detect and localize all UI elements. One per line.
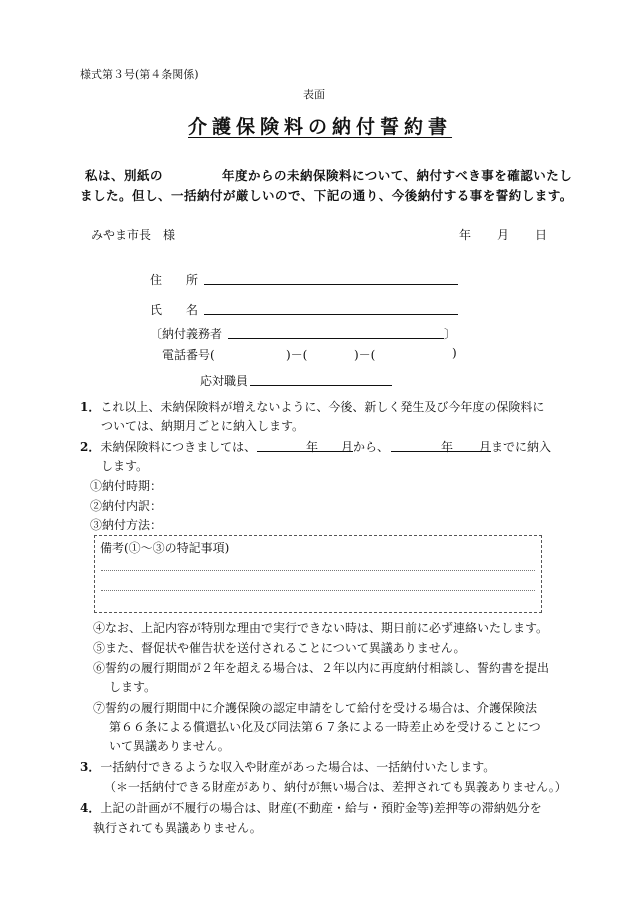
addressee: みやま市長 様: [91, 228, 176, 242]
remarks-box[interactable]: [94, 535, 542, 613]
item-2-from-field[interactable]: [257, 437, 353, 452]
intro-line1-suffix: 年度からの未納保険料について、納付すべき事を確認いたし: [222, 168, 573, 183]
phone-field-1[interactable]: [226, 345, 284, 359]
page-title: 介護保険料の納付誓約書: [188, 116, 453, 138]
item-2-year1: 年: [306, 440, 319, 454]
name-field[interactable]: [204, 300, 458, 315]
item-1-line1: これ以上、未納保険料が増えないように、今後、新しく発生及び今年度の保険料に: [100, 400, 545, 414]
side-label: 表面: [303, 88, 325, 101]
date-day: 日: [535, 228, 548, 242]
obligor-close: 〕: [444, 327, 457, 341]
item-3: [80, 758, 495, 775]
address-label: 住 所: [150, 273, 199, 287]
phone-sep-2: )－(: [354, 348, 376, 362]
phone-close: ): [452, 346, 457, 360]
note-6-line1: ⑥誓約の履行期間が２年を超える場合は、２年以内に再度納付相談し、誓約書を提出: [93, 661, 550, 675]
payment-breakdown-label: ②納付内訳：: [90, 499, 163, 513]
note-7-line2: 第６６条による償還払い化及び同法第６７条による一時差止めを受けることにつ: [109, 720, 541, 734]
note-7-line3: いて異議ありません。: [109, 739, 230, 753]
phone-field-2[interactable]: [318, 345, 352, 359]
item-2-month2: 月までに納入: [479, 440, 552, 454]
intro-line1-prefix: 私は、別紙の: [85, 168, 164, 183]
remarks-label: 備考(①～③の特記事項): [100, 541, 230, 555]
note-7-line1: ⑦誓約の履行期間中に介護保険の認定申請をして給付を受ける場合は、介護保険法: [93, 701, 538, 715]
phone-sep-1: )－(: [286, 348, 308, 362]
note-6-line2: します。: [109, 680, 157, 694]
date-year: 年: [459, 228, 472, 242]
phone-label: 電話番号(: [162, 348, 215, 362]
form-number: 様式第３号(第４条関係): [80, 68, 199, 81]
item-3-number: 3．: [80, 760, 101, 774]
item-4-line1: 上記の計画が不履行の場合は、財産(不動産・給与・預貯金等)差押等の滞納処分を: [100, 801, 542, 815]
date-month: 月: [497, 228, 510, 242]
intro-line2: ました。但し、一括納付が厳しいので、下記の通り、今後納付する事を誓約します。: [80, 188, 573, 203]
note-4: ④なお、上記内容が特別な理由で実行できない時は、期日前に必ず連絡いたします。: [93, 621, 549, 635]
note-5: ⑤また、督促状や催告状を送付されることについて異議ありません。: [93, 641, 466, 655]
item-2-month1: 月から、: [341, 440, 390, 454]
remarks-line-2: [101, 590, 535, 591]
remarks-line-1: [101, 570, 535, 571]
phone-field-3[interactable]: [386, 345, 448, 359]
obligor-field[interactable]: [228, 324, 444, 339]
item-4-number: 4．: [80, 801, 101, 815]
payment-method-label: ③納付方法：: [90, 518, 163, 532]
item-2-year2: 年: [441, 440, 454, 454]
name-label: 氏 名: [150, 303, 199, 317]
obligor-label: 〔納付義務者: [150, 327, 223, 341]
item-3-note: （＊一括納付できる財産があり、納付が無い場合は、差押されても異義ありません。）: [104, 780, 567, 794]
item-1-line2: ついては、納期月ごとに納入します。: [101, 419, 305, 433]
item-4-line2: 執行されても異議ありません。: [93, 821, 262, 835]
item-1-number: 1．: [80, 400, 101, 414]
item-2-line2: します。: [101, 459, 149, 473]
item-4: [80, 799, 542, 816]
item-3-line1: 一括納付できるような収入や財産があった場合は、一括納付いたします。: [100, 760, 496, 774]
item-2: [80, 438, 256, 455]
item-1: [80, 398, 544, 415]
payment-timing-label: ①納付時期：: [90, 479, 163, 493]
staff-label: 応対職員: [200, 374, 249, 388]
staff-field[interactable]: [250, 371, 392, 386]
item-2-text: 未納保険料につきましては、: [100, 440, 257, 454]
item-2-number: 2．: [80, 440, 101, 454]
address-field[interactable]: [204, 270, 458, 285]
